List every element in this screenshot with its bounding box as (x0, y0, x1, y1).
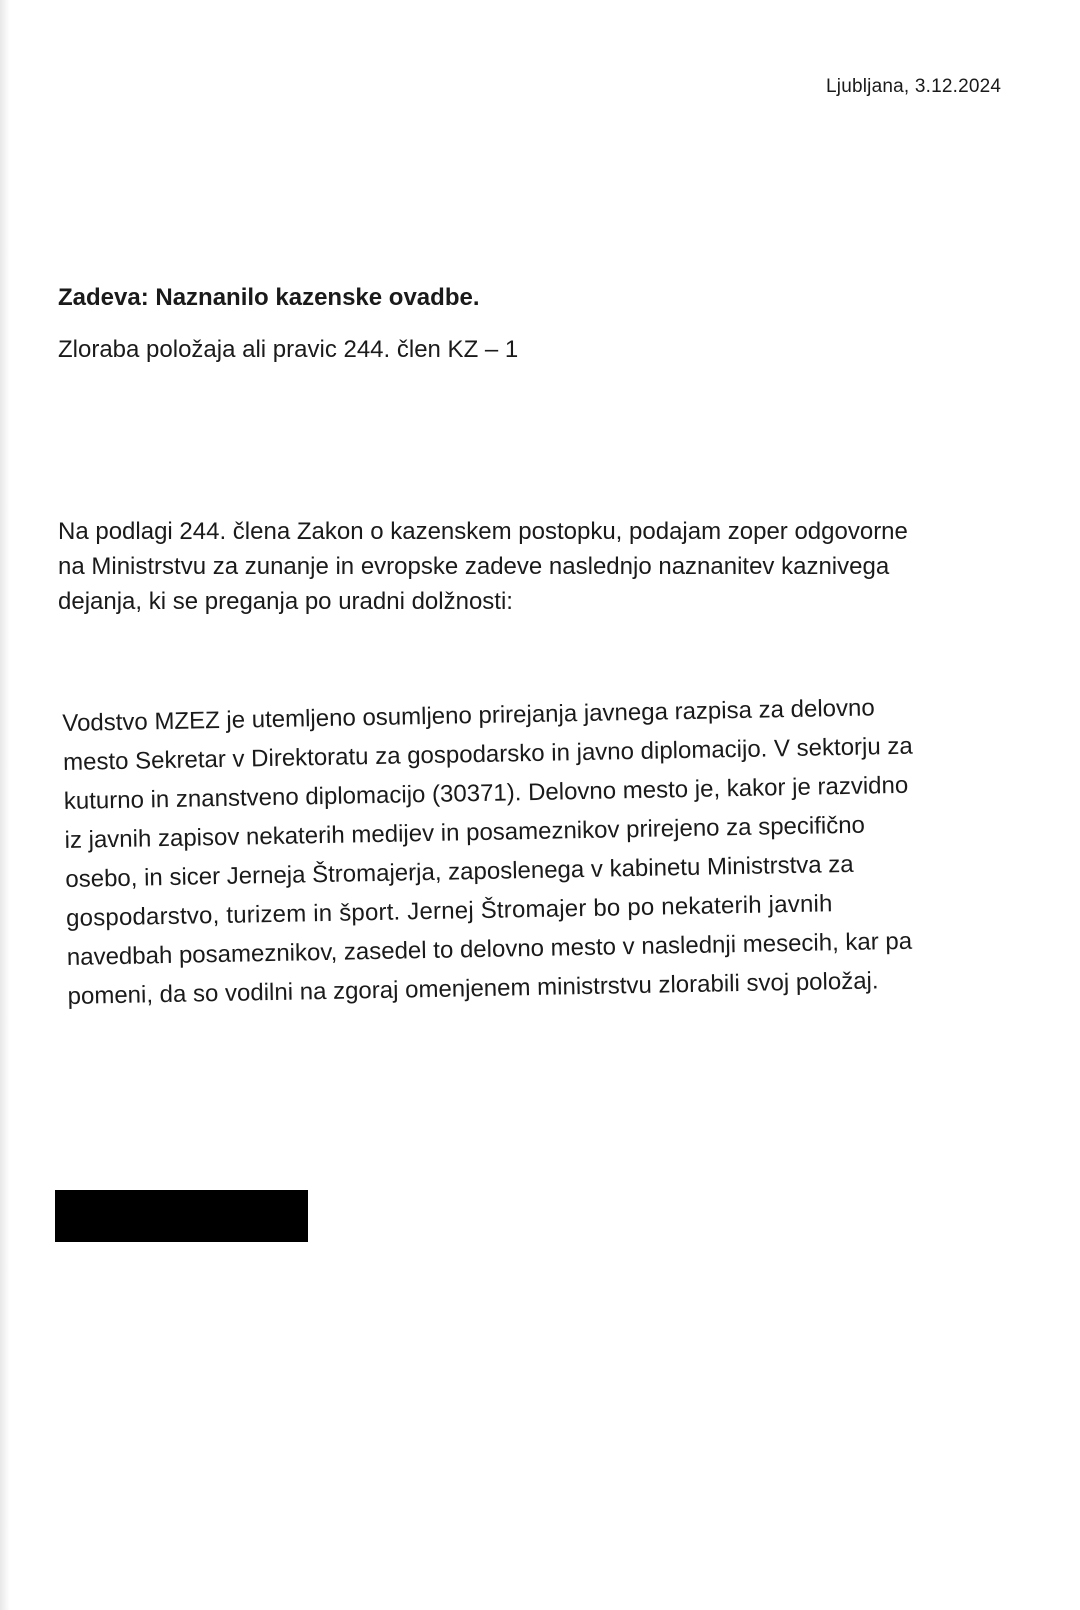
body-paragraph (62, 685, 1078, 1016)
body-line: Vodstvo MZEZ je utemljeno osumljeno prirejanja javnega razpisa za delovno (62, 694, 875, 737)
scan-edge-shadow (0, 0, 10, 1610)
intro-line: Na podlagi 244. člena Zakon o kazenskem postopku, podajam zoper odgovorne (58, 518, 908, 545)
intro-line: dejanja, ki se preganja po uradni dolžnosti: (58, 588, 513, 615)
body-line: pomeni, da so vodilni na zgoraj omenjenem ministrstvu zlorabili svoj položaj. (67, 967, 879, 1010)
subject-heading: Zadeva: Naznanilo kazenske ovadbe. (58, 284, 480, 311)
body-line: gospodarstvo, turizem in šport. Jernej Štromajer bo po nekaterih javnih (65, 890, 833, 932)
intro-line: na Ministrstvu za zunanje in evropske zadeve naslednjo naznanitev kaznivega (58, 553, 890, 580)
document-date: Ljubljana, 3.12.2024 (826, 76, 1002, 97)
redaction-box (55, 1190, 308, 1242)
body-line: mesto Sekretar v Direktoratu za gospodarsko in javno diplomacijo. V sektorju za (62, 732, 913, 776)
body-line: kuturno in znanstveno diplomacijo (30371). Delovno mesto je, kakor je razvidno (63, 771, 909, 815)
body-line: iz javnih zapisov nekaterih medijev in posameznikov prirejeno za specifično (64, 811, 866, 854)
body-line: osebo, in sicer Jerneja Štromajerja, zaposlenega v kabinetu Ministrstva za (65, 850, 854, 893)
intro-paragraph (58, 514, 1068, 619)
body-line: navedbah posameznikov, zasedel to delovno mesto v naslednji mesecih, kar pa (66, 927, 913, 971)
subject-subline: Zloraba položaja ali pravic 244. člen KZ – 1 (58, 336, 519, 363)
